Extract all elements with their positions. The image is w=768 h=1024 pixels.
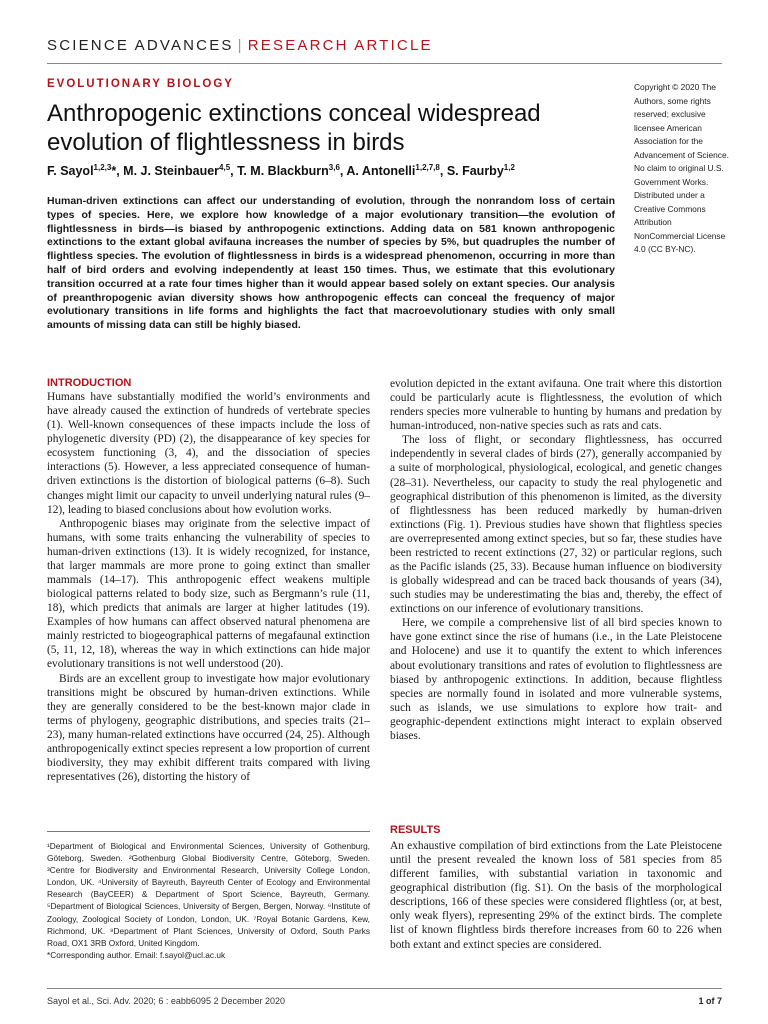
author-affiliation: 3,6	[328, 163, 340, 172]
paragraph: evolution depicted in the extant avifauna. One trait where this distortion could be particularly acute is flightlessness, the evolution of which renders species more vulnerable to hunting by humans and predation by human-introduced, non-native species such as rats and cats.	[390, 378, 722, 433]
introduction-heading: INTRODUCTION	[47, 377, 132, 389]
paragraph: Birds are an excellent group to investigate how major evolutionary transitions might be obscured by human-driven extinctions. While they are generally considered to be the best-known major clade in terms of phylogeny, geographic distributions, and species traits (21–23), many human-related extinctions have occurred (24, 25). Although anthropogenically extinct species represent a low proportion of current biodiversity, they may exhibit different traits compared with living representatives (26), distorting the history of	[47, 672, 370, 784]
article-title: Anthropogenic extinctions conceal widespread evolution of flightlessness in birds	[47, 100, 541, 156]
paragraph: An exhaustive compilation of bird extinctions from the Late Pleistocene until the present revealed the known loss of 581 species from 85 different families, with substantial variation in taxonomic and geographical distribution (fig. S1). On the basis of the morphological descriptions, 166 of these species were considered flightless (or, at best, only weak flyers), representing 29% of the extinct birds. The complete list of known flightless birds therefore increases from 60 to 226 when both extant and extinct species are considered.	[390, 840, 722, 951]
citation-line: Sayol et al., Sci. Adv. 2020; 6 : eabb6095 2 December 2020	[47, 996, 285, 1006]
corresponding-mark: *	[111, 164, 117, 179]
paragraph: Humans have substantially modified the world’s environments and have already caused the extinction of hundreds of vertebrate species (1). Well-known consequences of these impacts include the loss of phylogenetic diversity (PD) (2), the disappearance of key species for ecosystem functioning (3, 4), and the dissociation of species interactions (5). However, a less appreciated consequence of human-driven extinctions is the distortion of biological patterns (6–8). Such changes might limit our capacity to unveil underlying natural rules (9–12), leading to biased conclusions about how evolution works.	[47, 391, 370, 516]
paragraph: Here, we compile a comprehensive list of all bird species known to have gone extinct since the rise of humans (i.e., in the Late Pleistocene and Holocene) and use it to quantify the extent to which inferences about evolutionary transitions and rates of evolution to flightlessness are biased by anthropogenic extinctions. In addition, because flightless species are normally found in isolated and more vulnerable systems, such as islands, we use simulations to explore how trait- and geographic-dependent extinctions might interact to explain observed biases.	[390, 617, 722, 742]
article-type: RESEARCH ARTICLE	[247, 37, 433, 54]
journal-name: SCIENCE ADVANCES	[47, 37, 234, 54]
results-text	[390, 839, 722, 952]
author: S. Faurby	[446, 164, 504, 179]
author: M. J. Steinbauer	[123, 164, 220, 179]
author: A. Antonelli	[346, 164, 416, 179]
corresponding-author: *Corresponding author. Email: f.sayol@ucl.ac.uk	[47, 949, 226, 960]
section-label: EVOLUTIONARY BIOLOGY	[47, 78, 234, 90]
header-rule	[47, 63, 722, 64]
column-left	[47, 377, 370, 784]
author-affiliation: 4,5	[219, 163, 231, 172]
abstract: Human-driven extinctions can affect our understanding of evolution, through the nonrandom loss of certain types of species. Here, we explore how knowledge of a major evolutionary transition—the evolution of flightlessness in birds—is biased by anthropogenic extinctions. Adding data on 581 known anthropogenic extinctions to the extant global avifauna increases the number of species by 5%, but quadruples the number of flightless species. The evolution of flightlessness in birds is a widespread phenomenon, occurring in more than half of bird orders and evolving independently at least 150 times. Thus, we estimate that this evolutionary transition occurred at a rate four times higher than it would appear based solely on extant species. Our analysis of preanthropogenic avian diversity shows how anthropogenic effects can conceal the frequency of major evolutionary transitions in life forms and highlights the fact that macroevolutionary studies with only small amounts of missing data can still be highly biased.	[47, 195, 615, 332]
page-number: 1 of 7	[698, 996, 722, 1006]
author-affiliation: 1,2,7,8	[415, 163, 440, 172]
header-separator: |	[237, 37, 244, 54]
author-list: F. Sayol$^{1,2,3}$*, M. J. Steinbauer$^{4,5}$, T. M. Blackburn$^{3,6}$, A. Antonelli$^{1,2,7,8}$, S. Faurby$^{1,2}$	[47, 163, 515, 179]
author: T. M. Blackburn	[237, 164, 329, 179]
paragraph: Anthropogenic biases may originate from the selective impact of humans, with some traits enhancing the vulnerability of species to human-driven extinctions (13). It is widely recognized, for instance, that larger mammals are more prone to going extinct than smaller mammals (14–17). This anthropogenic effect weakens multiple biological patterns related to body size, such as Bergmann’s rule (11, 18), which predicts that animals are larger at higher latitudes (19). Examples of how humans can affect observed natural phenomena are mainly restricted to biogeographical patterns of megafaunal extinction (5, 11, 12, 18), whereas the way in which extinctions can hide major evolutionary transitions is not well understood (20).	[47, 517, 370, 671]
footnotes	[47, 840, 370, 961]
journal-header	[47, 37, 433, 54]
author-affiliation: 1,2,3	[93, 163, 112, 172]
footnote-rule	[47, 831, 370, 832]
copyright-notice: Copyright © 2020 The Authors, some rights reserved; exclusive licensee American Association for the Advancement of Science. No claim to original U.S. Government Works. Distributed under a Creative Commons Attribution NonCommercial License 4.0 (CC BY-NC).	[634, 82, 729, 254]
results-heading: RESULTS	[390, 824, 441, 836]
author-affiliation: 1,2	[503, 163, 515, 172]
paragraph: The loss of flight, or secondary flightlessness, has occurred independently in several clades of birds (27), generally accompanied by a suite of morphological, physiological, ecological, and genetic changes (28–31). Nevertheless, our capacity to study the real phylogenetic and geographical distribution of this phenomenon is limited, as the diversity of flightlessness has been reduced markedly by human-driven extinctions (Fig. 1). Previous studies have shown that flightless species are overrepresented among extinct species, but so far, these studies have been restricted to recent extinctions (27, 32) or particular regions, such as the Pacific islands (25, 33). Because human influence on biodiversity is globally widespread and can be traced back thousands of years (34), such studies may be underestimating the bias and, thereby, the effect of extinctions on our inference of evolutionary transitions.	[390, 434, 722, 616]
footer-rule	[47, 988, 722, 989]
affiliations: ¹Department of Biological and Environmental Sciences, University of Gothenburg, Göteborg, Sweden. ²Gothenburg Global Biodiversity Centre, Göteborg, Sweden. ³Centre for Biodiversity and Environmental Research, University College London, London, UK. ⁴University of Bayreuth, Bayreuth Center of Ecology and Environmental Research (BayCEER) & Department of Sport Science, Bayreuth, Germany. ⁵Department of Biological Sciences, University of Bergen, Bergen, Norway. ⁶Institute of Zoology, Zoological Society of London, London, UK. ⁷Royal Botanic Gardens, Kew, Richmond, UK. ⁸Department of Plant Sciences, University of Oxford, South Parks Road, OX1 3RB Oxford, United Kingdom.	[47, 841, 370, 948]
column-right	[390, 377, 722, 743]
author: F. Sayol	[47, 164, 94, 179]
